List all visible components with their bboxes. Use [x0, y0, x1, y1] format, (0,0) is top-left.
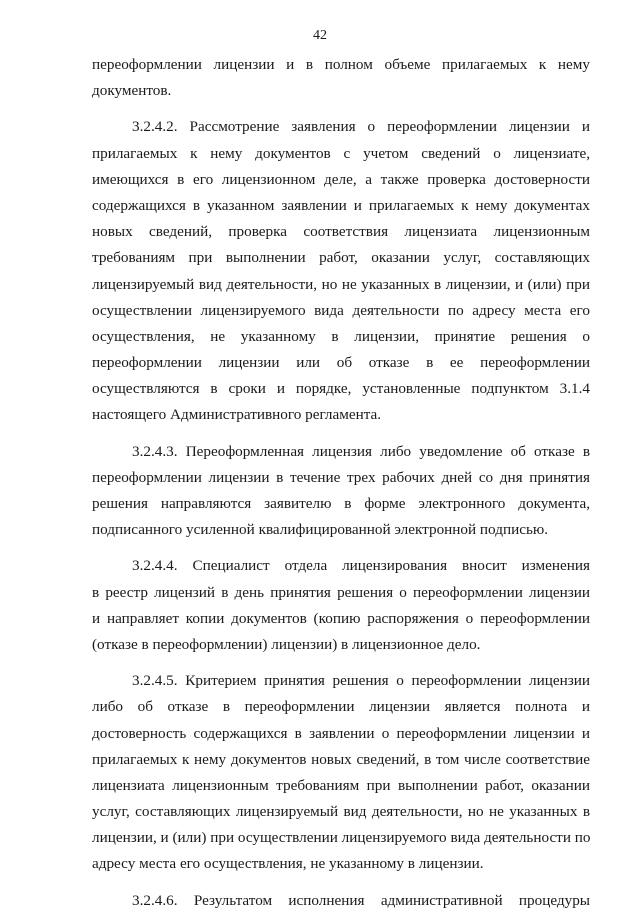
paragraph-p6 [92, 888, 590, 914]
text-line: требованиям при выполнении работ, оказании услуг, составляющих [92, 249, 590, 267]
text-line: лицензируемый вид деятельности, но не указанных в лицензии, и (или) при [92, 275, 590, 293]
text-line: прилагаемых к нему документов с учетом сведений о лицензиате, [92, 144, 590, 162]
text-line: и направляет копии документов (копию распоряжения о переоформлении [92, 609, 590, 627]
paragraph-p3 [92, 439, 590, 544]
paragraph-p5 [92, 668, 590, 878]
text-line: переоформлении лицензии или об отказе в ее переоформлении [92, 354, 590, 372]
text-line: осуществляются в сроки и порядке, установленные подпунктом 3.1.4 [92, 380, 590, 398]
text-line: (отказе в переоформлении) лицензии) в лицензионное дело. [92, 635, 481, 653]
text-line: либо об отказе в переоформлении лицензии является полнота и [92, 698, 590, 716]
text-line: 3.2.4.2. Рассмотрение заявления о переоформлении лицензии и [132, 118, 590, 136]
text-line: 3.2.4.6. Результатом исполнения административной процедуры [132, 891, 590, 909]
text-line: услуг, составляющих лицензируемый вид деятельности, но не указанных в [92, 803, 590, 821]
text-line: осуществлении лицензируемого вида деятельности по адресу места его [92, 301, 590, 319]
document-body [92, 52, 590, 924]
text-line: настоящего Административного регламента. [92, 406, 382, 424]
paragraph-p2 [92, 114, 590, 428]
text-line: имеющихся в его лицензионном деле, а также проверка достоверности [92, 170, 590, 188]
text-line: адресу места его осуществления, не указанному в лицензии. [92, 855, 484, 873]
paragraph-p1 [92, 52, 590, 104]
text-line: подписанного усиленной квалифицированной электронной подписью. [92, 521, 549, 539]
text-line: в реестр лицензий в день принятия решения о переоформлении лицензии [92, 583, 590, 601]
text-line: лицензии, и (или) при осуществлении лицензируемого вида деятельности по [92, 829, 590, 847]
text-line: 3.2.4.4. Специалист отдела лицензирования вносит изменения [132, 557, 590, 575]
text-line: 3.2.4.3. Переоформленная лицензия либо уведомление об отказе в [132, 442, 590, 460]
text-line: переоформлении лицензии и в полном объеме прилагаемых к нему [92, 56, 590, 73]
text-line: документов. [92, 82, 172, 100]
text-line: прилагаемых к нему документов новых сведений, в том числе соответствие [92, 750, 590, 768]
text-line: содержащихся в указанном заявлении и прилагаемых к нему документах [92, 196, 590, 214]
text-line: достоверность содержащихся в заявлении о переоформлении лицензии и [92, 724, 590, 742]
text-line: переоформлении лицензии в течение трех рабочих дней со дня принятия [92, 468, 590, 486]
text-line: новых сведений, проверка соответствия лицензиата лицензионным [92, 223, 590, 241]
page-number: 42 [313, 28, 327, 43]
text-line: лицензиата лицензионным требованиям при выполнении работ, оказании [92, 776, 590, 794]
text-line: решения направляются заявителю в форме электронного документа, [92, 495, 590, 512]
paragraph-p4 [92, 553, 590, 658]
text-line: осуществления, не указанному в лицензии, принятие решения о [92, 327, 590, 345]
text-line: 3.2.4.5. Критерием принятия решения о переоформлении лицензии [132, 672, 590, 690]
